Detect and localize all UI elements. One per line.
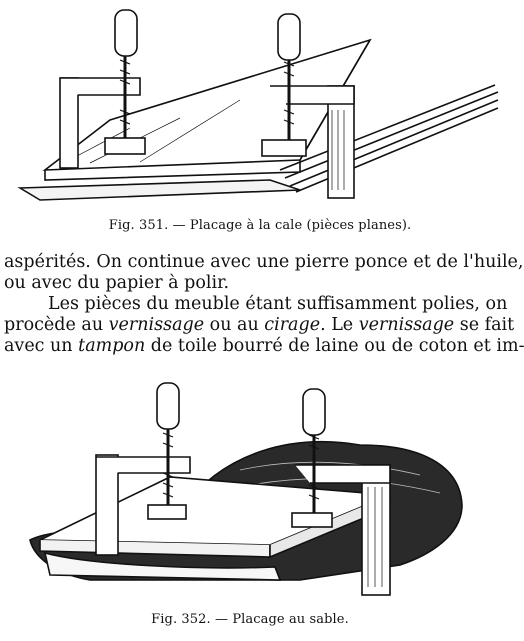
figure-351-caption: Fig. 351. — Placage à la cale (pièces planes). — [108, 218, 412, 233]
figure-352-illustration — [0, 375, 500, 605]
figure-351-illustration — [0, 0, 500, 210]
figure-352-caption: Fig. 352. — Placage au sable. — [151, 612, 349, 627]
text-line-1: aspérités. On continue avec une pierre ponce et de l'huile, — [4, 252, 524, 272]
body-paragraph — [4, 252, 524, 357]
text-line-5: avec un tampon de toile bourré de laine ou de coton et im- — [4, 336, 524, 356]
text-line-4: procède au vernissage ou au cirage. Le vernissage se fait — [4, 315, 515, 335]
text-line-2: ou avec du papier à polir. — [4, 273, 230, 293]
text-line-3: Les pièces du meuble étant suffisamment polies, on — [48, 294, 508, 314]
